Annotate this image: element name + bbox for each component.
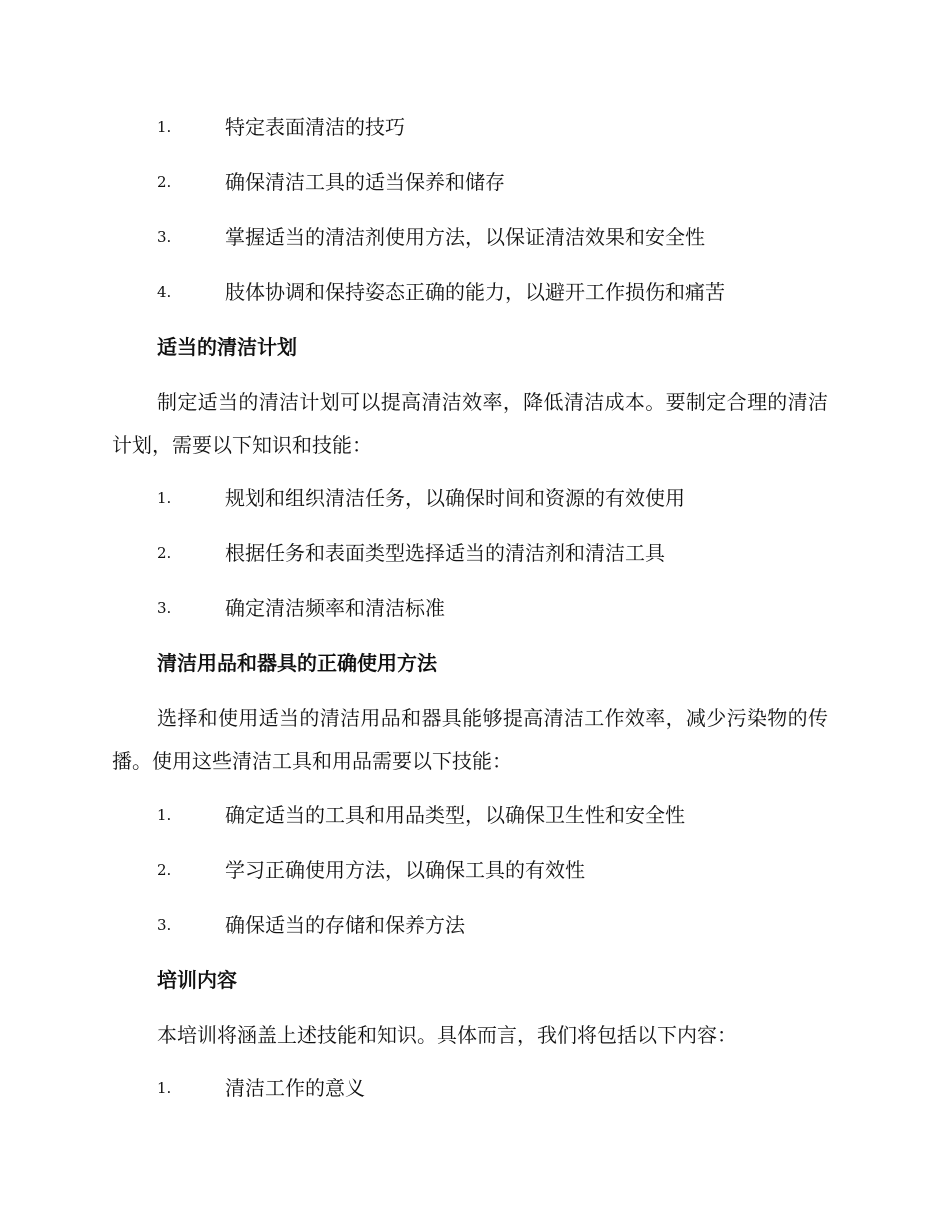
section-paragraph: 本培训将涵盖上述技能和知识。具体而言，我们将包括以下内容： [157, 1023, 737, 1047]
list-text: 确定清洁频率和清洁标准 [225, 596, 445, 620]
list-number: 3. [157, 599, 172, 617]
list-item [0, 167, 950, 197]
list-number: 1. [157, 1079, 172, 1097]
list-item [0, 593, 950, 623]
list-number: 1. [157, 489, 172, 507]
list-text: 根据任务和表面类型选择适当的清洁剂和清洁工具 [225, 541, 665, 565]
list-text: 确保适当的存储和保养方法 [225, 913, 465, 937]
list-text: 清洁工作的意义 [225, 1076, 365, 1100]
section-heading: 培训内容 [157, 968, 237, 992]
list-text: 学习正确使用方法，以确保工具的有效性 [225, 858, 585, 882]
list-number: 2. [157, 173, 172, 191]
list-text: 掌握适当的清洁剂使用方法，以保证清洁效果和安全性 [225, 225, 705, 249]
section-heading: 清洁用品和器具的正确使用方法 [157, 651, 437, 675]
list-item [0, 538, 950, 568]
list-item [0, 277, 950, 307]
list-number: 1. [157, 806, 172, 824]
list-item [0, 1073, 950, 1103]
list-item [0, 483, 950, 513]
list-item [0, 855, 950, 885]
list-number: 2. [157, 861, 172, 879]
list-text: 肢体协调和保持姿态正确的能力，以避开工作损伤和痛苦 [225, 280, 725, 304]
list-number: 2. [157, 544, 172, 562]
list-number: 1. [157, 118, 172, 136]
list-item [0, 112, 950, 142]
list-number: 3. [157, 916, 172, 934]
list-text: 确定适当的工具和用品类型，以确保卫生性和安全性 [225, 803, 685, 827]
list-text: 特定表面清洁的技巧 [225, 115, 405, 139]
section-paragraph: 制定适当的清洁计划可以提高清洁效率，降低清洁成本。要制定合理的清洁计划，需要以下知识和技能： [112, 390, 828, 457]
list-item [0, 800, 950, 830]
list-number: 3. [157, 228, 172, 246]
section-paragraph: 选择和使用适当的清洁用品和器具能够提高清洁工作效率，减少污染物的传播。使用这些清洁工具和用品需要以下技能： [112, 706, 828, 773]
section-heading: 适当的清洁计划 [157, 335, 297, 359]
list-text: 规划和组织清洁任务，以确保时间和资源的有效使用 [225, 486, 685, 510]
list-item [0, 222, 950, 252]
list-text: 确保清洁工具的适当保养和储存 [225, 170, 505, 194]
list-item [0, 910, 950, 940]
list-number: 4. [157, 283, 172, 301]
